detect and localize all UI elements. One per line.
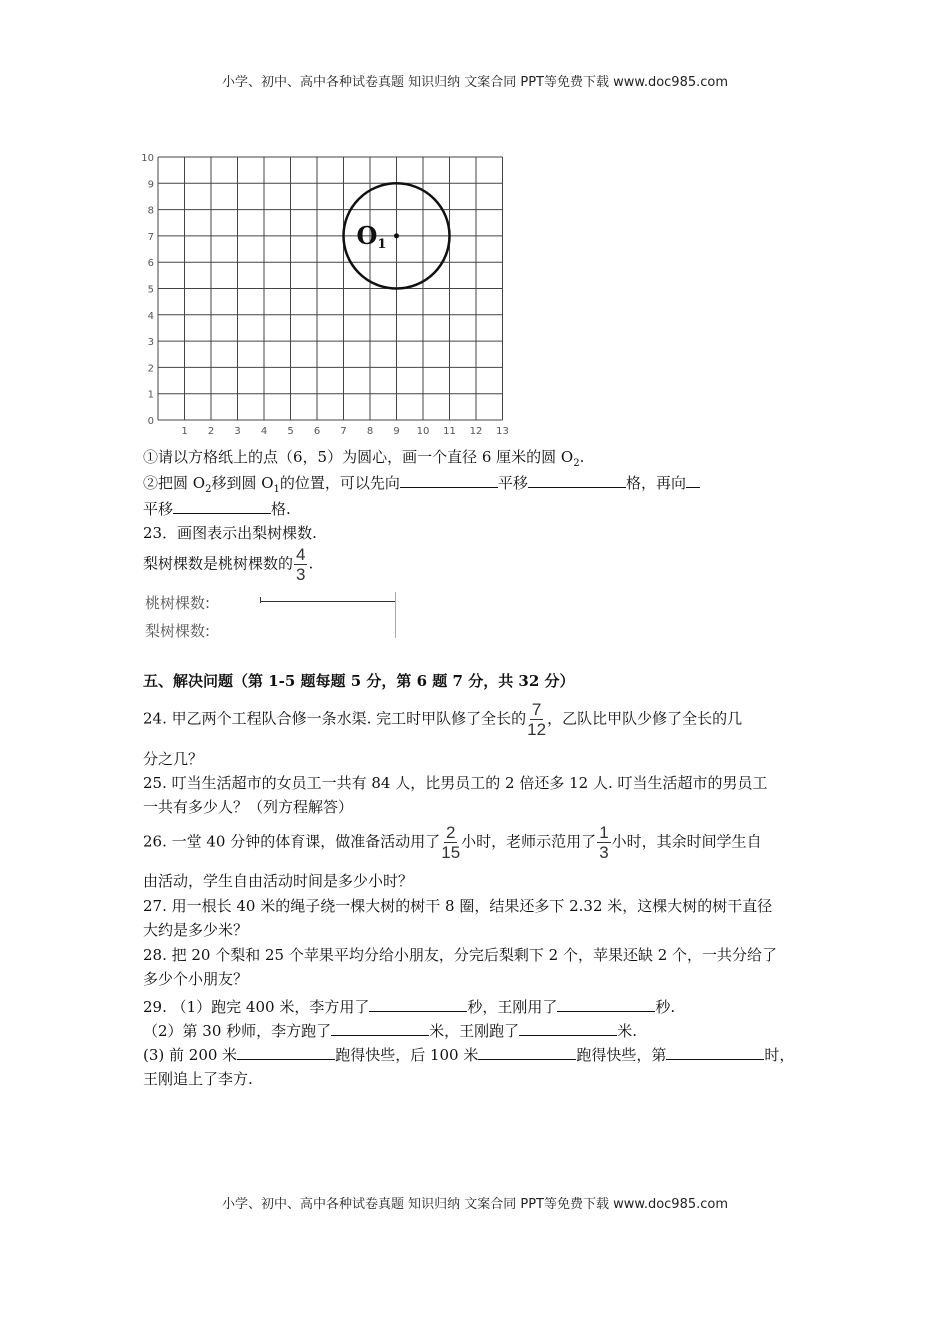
circle-center-point bbox=[394, 233, 399, 238]
text: 的位置，可以先向 bbox=[279, 474, 400, 492]
y-tick-label: 0 bbox=[147, 416, 154, 427]
x-tick-label: 7 bbox=[340, 426, 347, 437]
y-tick-label: 1 bbox=[147, 389, 154, 401]
q24 bbox=[143, 700, 742, 739]
text: 秒. bbox=[655, 998, 676, 1016]
text: 移到圆 O bbox=[211, 474, 274, 492]
x-tick-label: 12 bbox=[469, 426, 483, 437]
q29-part2 bbox=[143, 1020, 637, 1041]
q27-cont: 大约是多少米？ bbox=[143, 921, 249, 939]
fraction bbox=[597, 823, 610, 862]
x-tick-label: 3 bbox=[234, 426, 241, 437]
answer-blank[interactable] bbox=[369, 997, 467, 1012]
text: 29. （1）跑完 400 米，李方用了 bbox=[143, 998, 370, 1016]
text: 跑得快些，第 bbox=[576, 1046, 667, 1064]
fraction bbox=[441, 823, 460, 862]
q26 bbox=[143, 823, 762, 862]
segment-tick bbox=[260, 597, 261, 603]
coordinate-grid bbox=[130, 145, 520, 445]
denominator: 3 bbox=[599, 843, 609, 862]
q25-cont: 一共有多少人？（列方程解答） bbox=[143, 798, 354, 816]
text: (3) 前 200 米 bbox=[143, 1046, 238, 1064]
fraction bbox=[527, 700, 546, 739]
text: 小时，其余时间学生自 bbox=[611, 832, 762, 851]
text: ①请以方格纸上的点（6，5）为圆心，画一个直径 6 厘米的圆 O bbox=[143, 448, 574, 466]
q23-title: 23．画图表示出梨树棵数. bbox=[143, 524, 317, 542]
text: ②把圆 O bbox=[143, 474, 206, 492]
page-header: 小学、初中、高中各种试卷真题 知识归纳 文案合同 PPT等免费下载 www.doc985.com bbox=[221, 75, 729, 90]
answer-blank[interactable] bbox=[173, 499, 271, 514]
y-tick-label: 6 bbox=[147, 258, 154, 270]
x-tick-label: 4 bbox=[260, 426, 268, 437]
q26-cont: 由活动，学生自由活动时间是多少小时？ bbox=[143, 872, 414, 890]
y-tick-label: 2 bbox=[147, 363, 154, 375]
x-tick-label: 11 bbox=[443, 426, 456, 437]
answer-blank[interactable] bbox=[237, 1045, 335, 1060]
y-tick-label: 4 bbox=[147, 310, 154, 322]
peach-label: 桃树棵数: bbox=[145, 594, 211, 612]
answer-blank[interactable] bbox=[400, 473, 498, 488]
text: 平移 bbox=[497, 474, 528, 492]
x-tick-label: 8 bbox=[366, 426, 374, 437]
denominator: 15 bbox=[441, 843, 461, 862]
numerator: 1 bbox=[599, 823, 609, 842]
text: 米. bbox=[617, 1022, 637, 1040]
numerator: 4 bbox=[296, 545, 306, 564]
x-tick-label: 5 bbox=[287, 426, 294, 437]
text: 时， bbox=[764, 1046, 795, 1064]
q29-part1 bbox=[143, 996, 675, 1017]
text: 平移 bbox=[143, 500, 174, 518]
denominator: 12 bbox=[527, 720, 547, 739]
subscript: 1 bbox=[273, 484, 280, 495]
q28: 28. 把 20 个梨和 25 个苹果平均分给小朋友，分完后梨剩下 2 个，苹果还缺 2 个，一共分给了 bbox=[143, 946, 778, 964]
answer-blank[interactable] bbox=[478, 1045, 576, 1060]
q22-part1 bbox=[143, 446, 584, 469]
x-tick-label: 10 bbox=[416, 426, 430, 437]
q29-cont: 王刚追上了李方. bbox=[143, 1070, 253, 1088]
segment-end-line bbox=[395, 592, 396, 638]
x-tick-label: 13 bbox=[496, 426, 509, 437]
numerator: 2 bbox=[445, 823, 456, 842]
answer-blank[interactable] bbox=[557, 997, 655, 1012]
subscript: 2 bbox=[205, 484, 212, 495]
y-tick-label: 10 bbox=[141, 153, 154, 164]
y-tick-label: 9 bbox=[147, 179, 154, 191]
text: 梨树棵数是桃树棵数的 bbox=[143, 554, 294, 573]
text: 跑得快些，后 100 米 bbox=[335, 1046, 479, 1064]
y-tick-label: 7 bbox=[147, 231, 154, 243]
fraction bbox=[294, 545, 307, 584]
peach-segment bbox=[260, 601, 395, 602]
answer-blank[interactable] bbox=[528, 473, 626, 488]
section-title: 五、解决问题（第 1-5 题每题 5 分，第 6 题 7 分，共 32 分） bbox=[143, 672, 575, 690]
answer-blank[interactable] bbox=[686, 473, 700, 488]
q23-text bbox=[143, 545, 313, 584]
text: 秒，王刚用了 bbox=[467, 998, 558, 1016]
text: 格，再向 bbox=[625, 474, 686, 492]
y-tick-label: 8 bbox=[147, 205, 154, 217]
q27: 27. 用一根长 40 米的绳子绕一棵大树的树干 8 圈，结果还多下 2.32 米，这棵大树的树干直径 bbox=[143, 897, 773, 915]
y-tick-label: 3 bbox=[147, 337, 154, 349]
text: 格. bbox=[271, 500, 291, 518]
q22-part2-cont bbox=[143, 498, 291, 519]
denominator: 3 bbox=[296, 565, 306, 584]
x-tick-label: 2 bbox=[207, 426, 215, 437]
pear-label: 梨树棵数: bbox=[145, 622, 211, 640]
text: ，乙队比甲队少修了全长的几 bbox=[547, 709, 743, 728]
y-tick-label: 5 bbox=[147, 284, 154, 296]
text: . bbox=[308, 554, 314, 573]
answer-blank[interactable] bbox=[331, 1021, 429, 1036]
q29-part3 bbox=[143, 1044, 794, 1065]
text: . bbox=[579, 448, 585, 466]
x-tick-label: 1 bbox=[181, 426, 188, 437]
text: 米，王刚跑了 bbox=[429, 1022, 520, 1040]
circle-label: O1 bbox=[356, 220, 387, 252]
x-tick-label: 9 bbox=[393, 426, 400, 437]
numerator: 7 bbox=[531, 700, 542, 719]
subscript: 2 bbox=[573, 458, 580, 469]
text: 小时，老师示范用了 bbox=[461, 832, 597, 851]
q25: 25. 叮当生活超市的女员工一共有 84 人，比男员工的 2 倍还多 12 人. 叮当生活超市的男员工 bbox=[143, 774, 768, 792]
answer-blank[interactable] bbox=[666, 1045, 764, 1060]
text: 24. 甲乙两个工程队合修一条水渠. 完工时甲队修了全长的 bbox=[143, 709, 527, 728]
q28-cont: 多少个小朋友？ bbox=[143, 970, 249, 988]
q22-part2 bbox=[143, 472, 700, 495]
text: 26. 一堂 40 分钟的体育课，做准备活动用了 bbox=[143, 832, 441, 851]
page-footer: 小学、初中、高中各种试卷真题 知识归纳 文案合同 PPT等免费下载 www.doc985.com bbox=[221, 1197, 729, 1212]
x-tick-label: 6 bbox=[313, 426, 321, 437]
q24-cont: 分之几？ bbox=[143, 750, 204, 768]
text: （2）第 30 秒师，李方跑了 bbox=[143, 1022, 332, 1040]
answer-blank[interactable] bbox=[519, 1021, 617, 1036]
